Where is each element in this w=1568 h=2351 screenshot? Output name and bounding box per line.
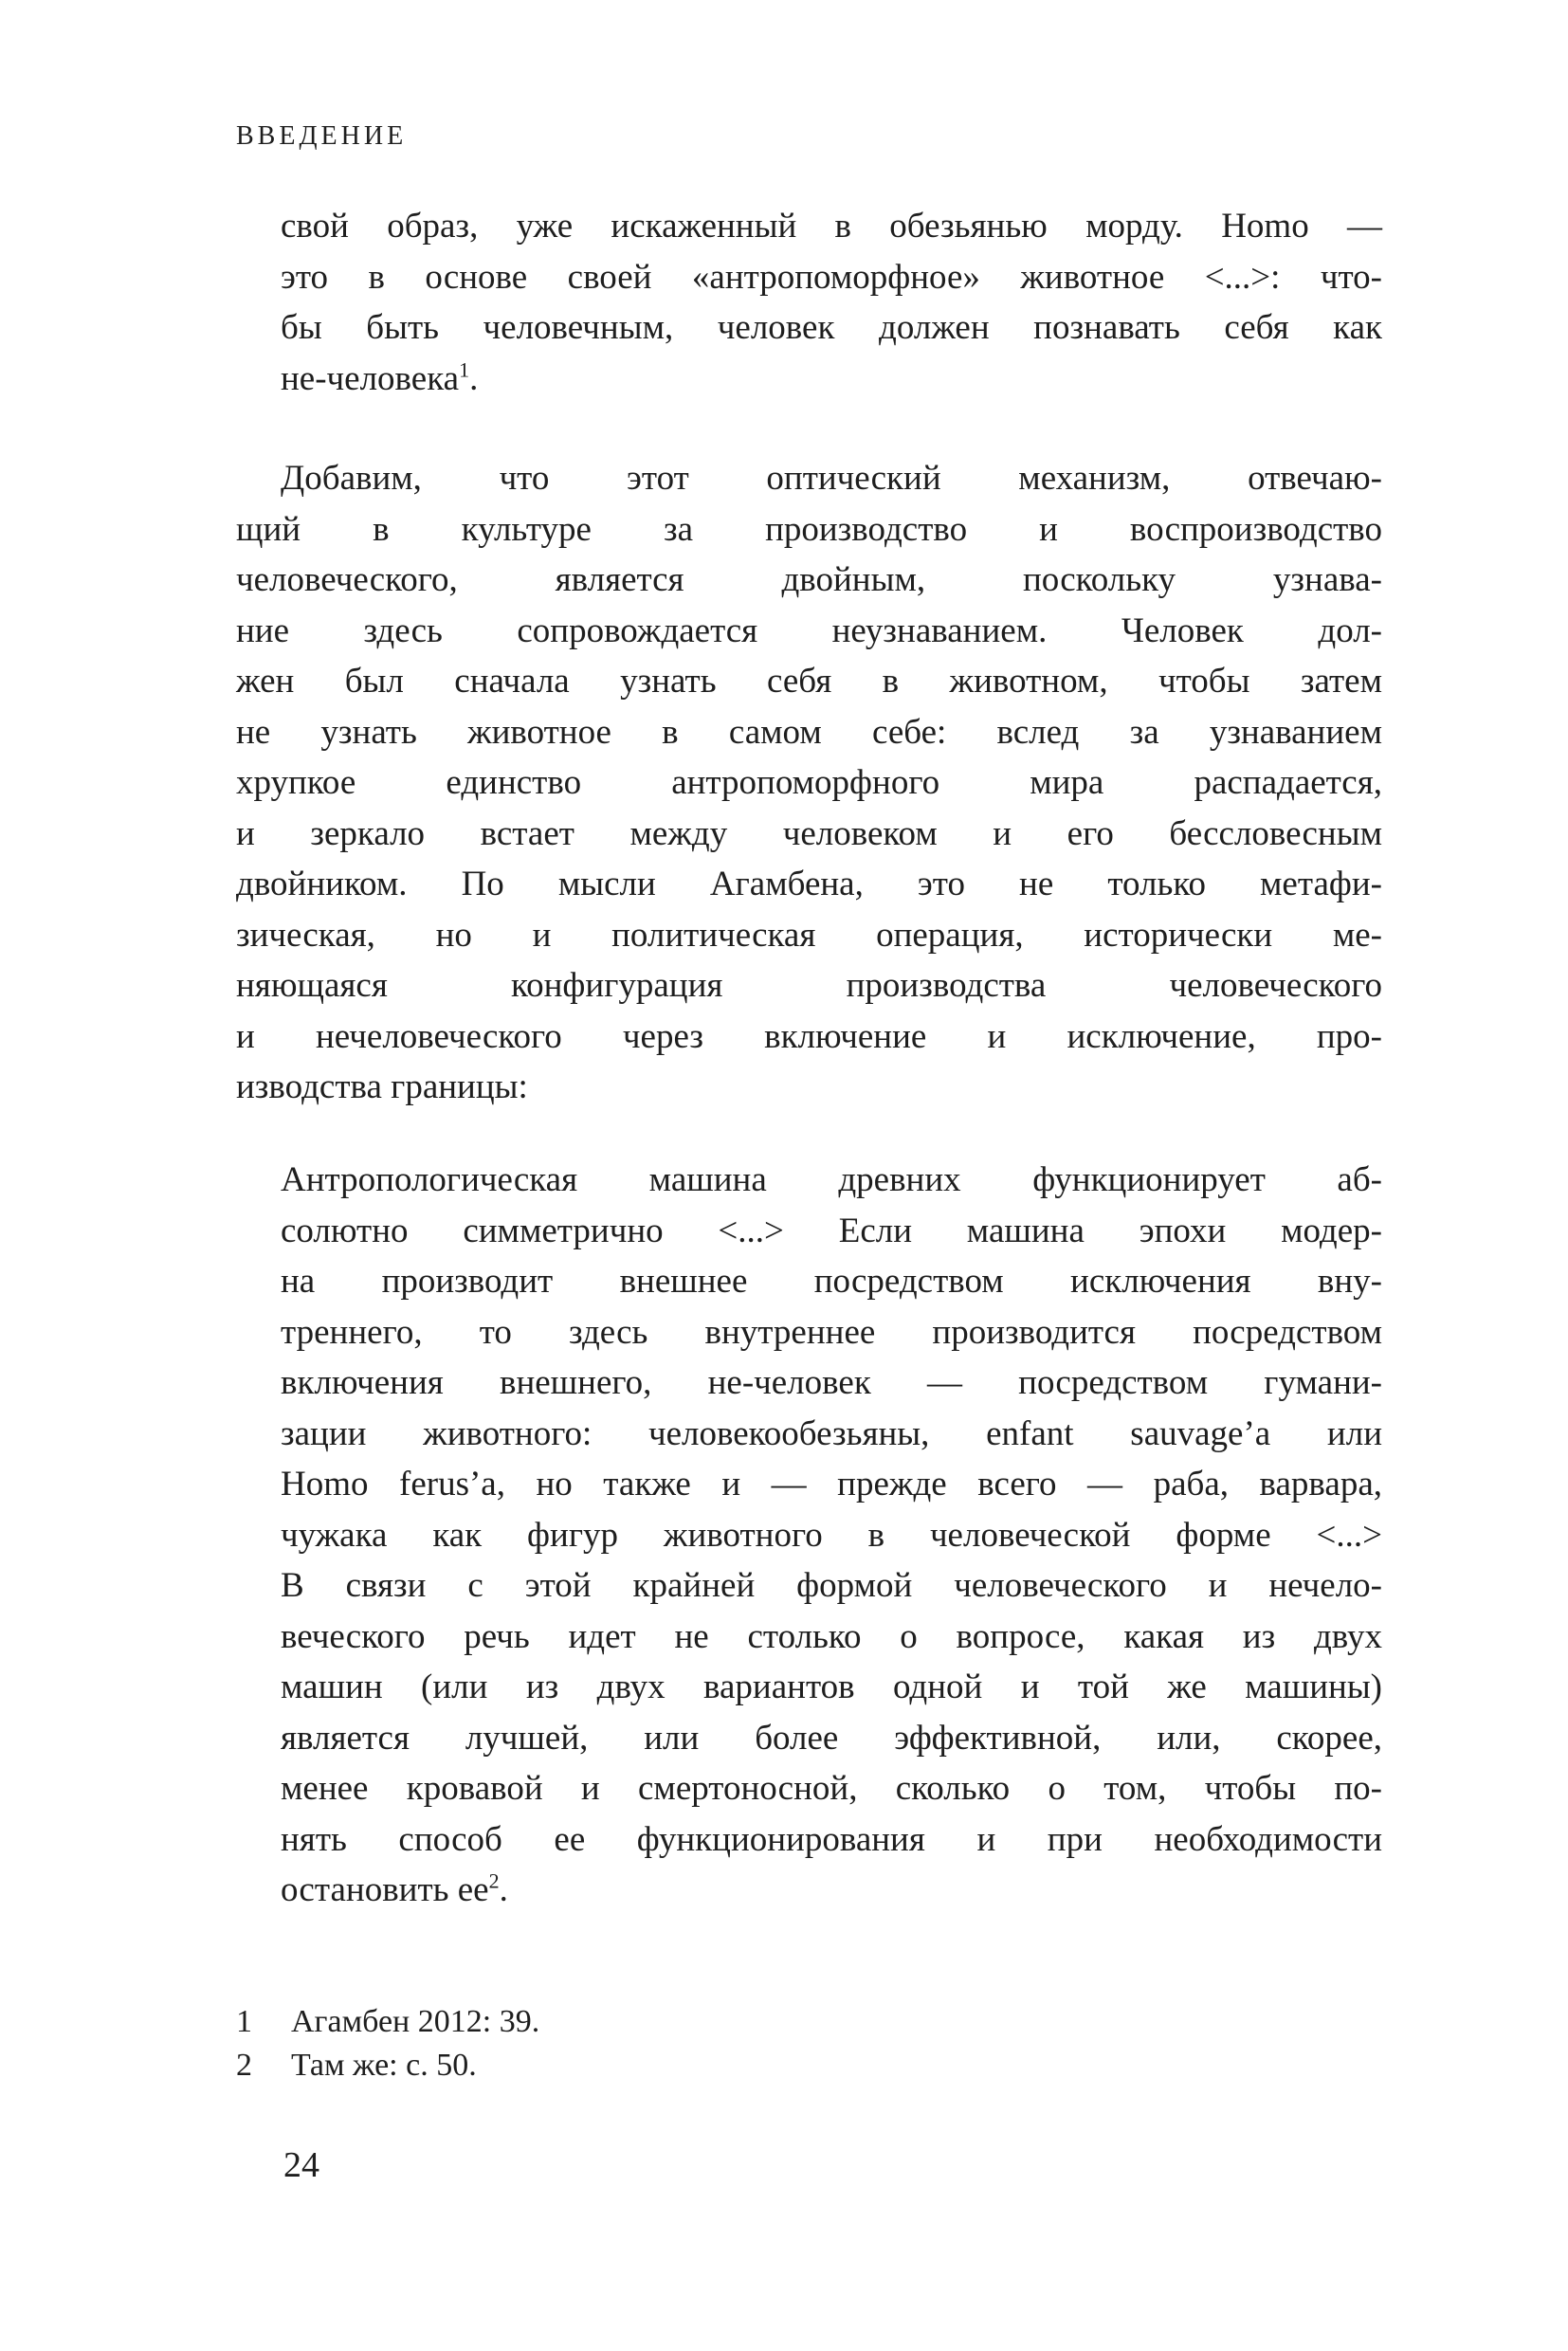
footnote-ref-1[interactable]: 1 [459, 357, 470, 382]
footnote-text: Агамбен 2012: 39. [291, 2004, 540, 2039]
text-line: свой образ, уже искаженный в обезьянью морду. Homo — [281, 207, 1382, 246]
footnote-number: 2 [236, 2048, 252, 2083]
text-line: включения внешнего, не-человек — посредством гумани- [281, 1363, 1382, 1402]
text-line: машин (или из двух вариантов одной и той же машины) [281, 1668, 1382, 1706]
text-line: солютно симметрично <...> Если машина эпохи модер- [281, 1211, 1382, 1250]
text-line: на производит внешнее посредством исключения вну- [281, 1262, 1382, 1301]
text-line: зическая, но и политическая операция, исторически ме- [236, 915, 1382, 955]
body-paragraph [236, 453, 1382, 1113]
text-line: хрупкое единство антропоморфного мира распадается, [236, 763, 1382, 802]
text-line: ние здесь сопровождается неузнаванием. Человек дол- [236, 611, 1382, 650]
running-header: ВВЕДЕНИЕ [236, 121, 408, 151]
text-line-content: остановить ее [281, 1870, 489, 1909]
text-line: нять способ ее функционирования и при необходимости [281, 1819, 1382, 1859]
punctuation: . [469, 358, 479, 398]
text-line: это в основе своей «антропоморфное» животное <...>: что- [281, 257, 1382, 297]
footnote-2 [236, 2044, 477, 2087]
text-line: Антропологическая машина древних функционирует аб- [281, 1160, 1382, 1199]
text-line: не узнать животное в самом себе: вслед за узнаванием [236, 712, 1382, 752]
text-line: жен был сначала узнать себя в животном, чтобы затем [236, 662, 1382, 701]
text-line: бы быть человечным, человек должен познавать себя как [281, 308, 1382, 347]
block-quote-2 [281, 1155, 1382, 1916]
text-line: веческого речь идет не столько о вопросе, какая из двух [281, 1616, 1382, 1656]
text-line: чужака как фигур животного в человеческой форме <...> [281, 1515, 1382, 1555]
text-line: Добавим, что этот оптический механизм, отвечаю- [281, 459, 1382, 498]
footnote-ref-2[interactable]: 2 [488, 1868, 500, 1893]
footnote-1 [236, 2000, 539, 2044]
text-line: и зеркало встает между человеком и его бессловесным [236, 813, 1382, 853]
text-line: и нечеловеческого через включение и исключение, про- [236, 1016, 1382, 1056]
footnote-number: 1 [236, 2004, 252, 2039]
punctuation: . [499, 1870, 508, 1909]
text-line: В связи с этой крайней формой человеческого и нечело- [281, 1566, 1382, 1605]
text-line: человеческого, является двойным, поскольку узнава- [236, 560, 1382, 599]
footnote-text: Там же: с. 50. [291, 2048, 477, 2083]
text-line: менее кровавой и смертоносной, сколько о том, чтобы по- [281, 1769, 1382, 1808]
text-line [281, 1865, 1382, 1916]
page-number: 24 [283, 2145, 319, 2185]
text-line-content: не-человека [281, 358, 460, 398]
text-line: треннего, то здесь внутреннее производится посредством [281, 1312, 1382, 1352]
text-line: является лучшей, или более эффективной, или, скорее, [281, 1718, 1382, 1758]
text-line: щий в культуре за производство и воспроизводство [236, 509, 1382, 549]
text-line: зации животного: человекообезьяны, enfant sauvage’а или [281, 1413, 1382, 1453]
block-quote-1 [281, 201, 1382, 404]
text-line: няющаяся конфигурация производства человеческого [236, 966, 1382, 1005]
text-line: двойником. По мысли Агамбена, это не только метафи- [236, 865, 1382, 903]
text-line: изводства границы: [236, 1067, 528, 1106]
text-line: Homo ferus’а, но также и — прежде всего — раба, варвара, [281, 1465, 1382, 1504]
text-line [281, 354, 1382, 405]
